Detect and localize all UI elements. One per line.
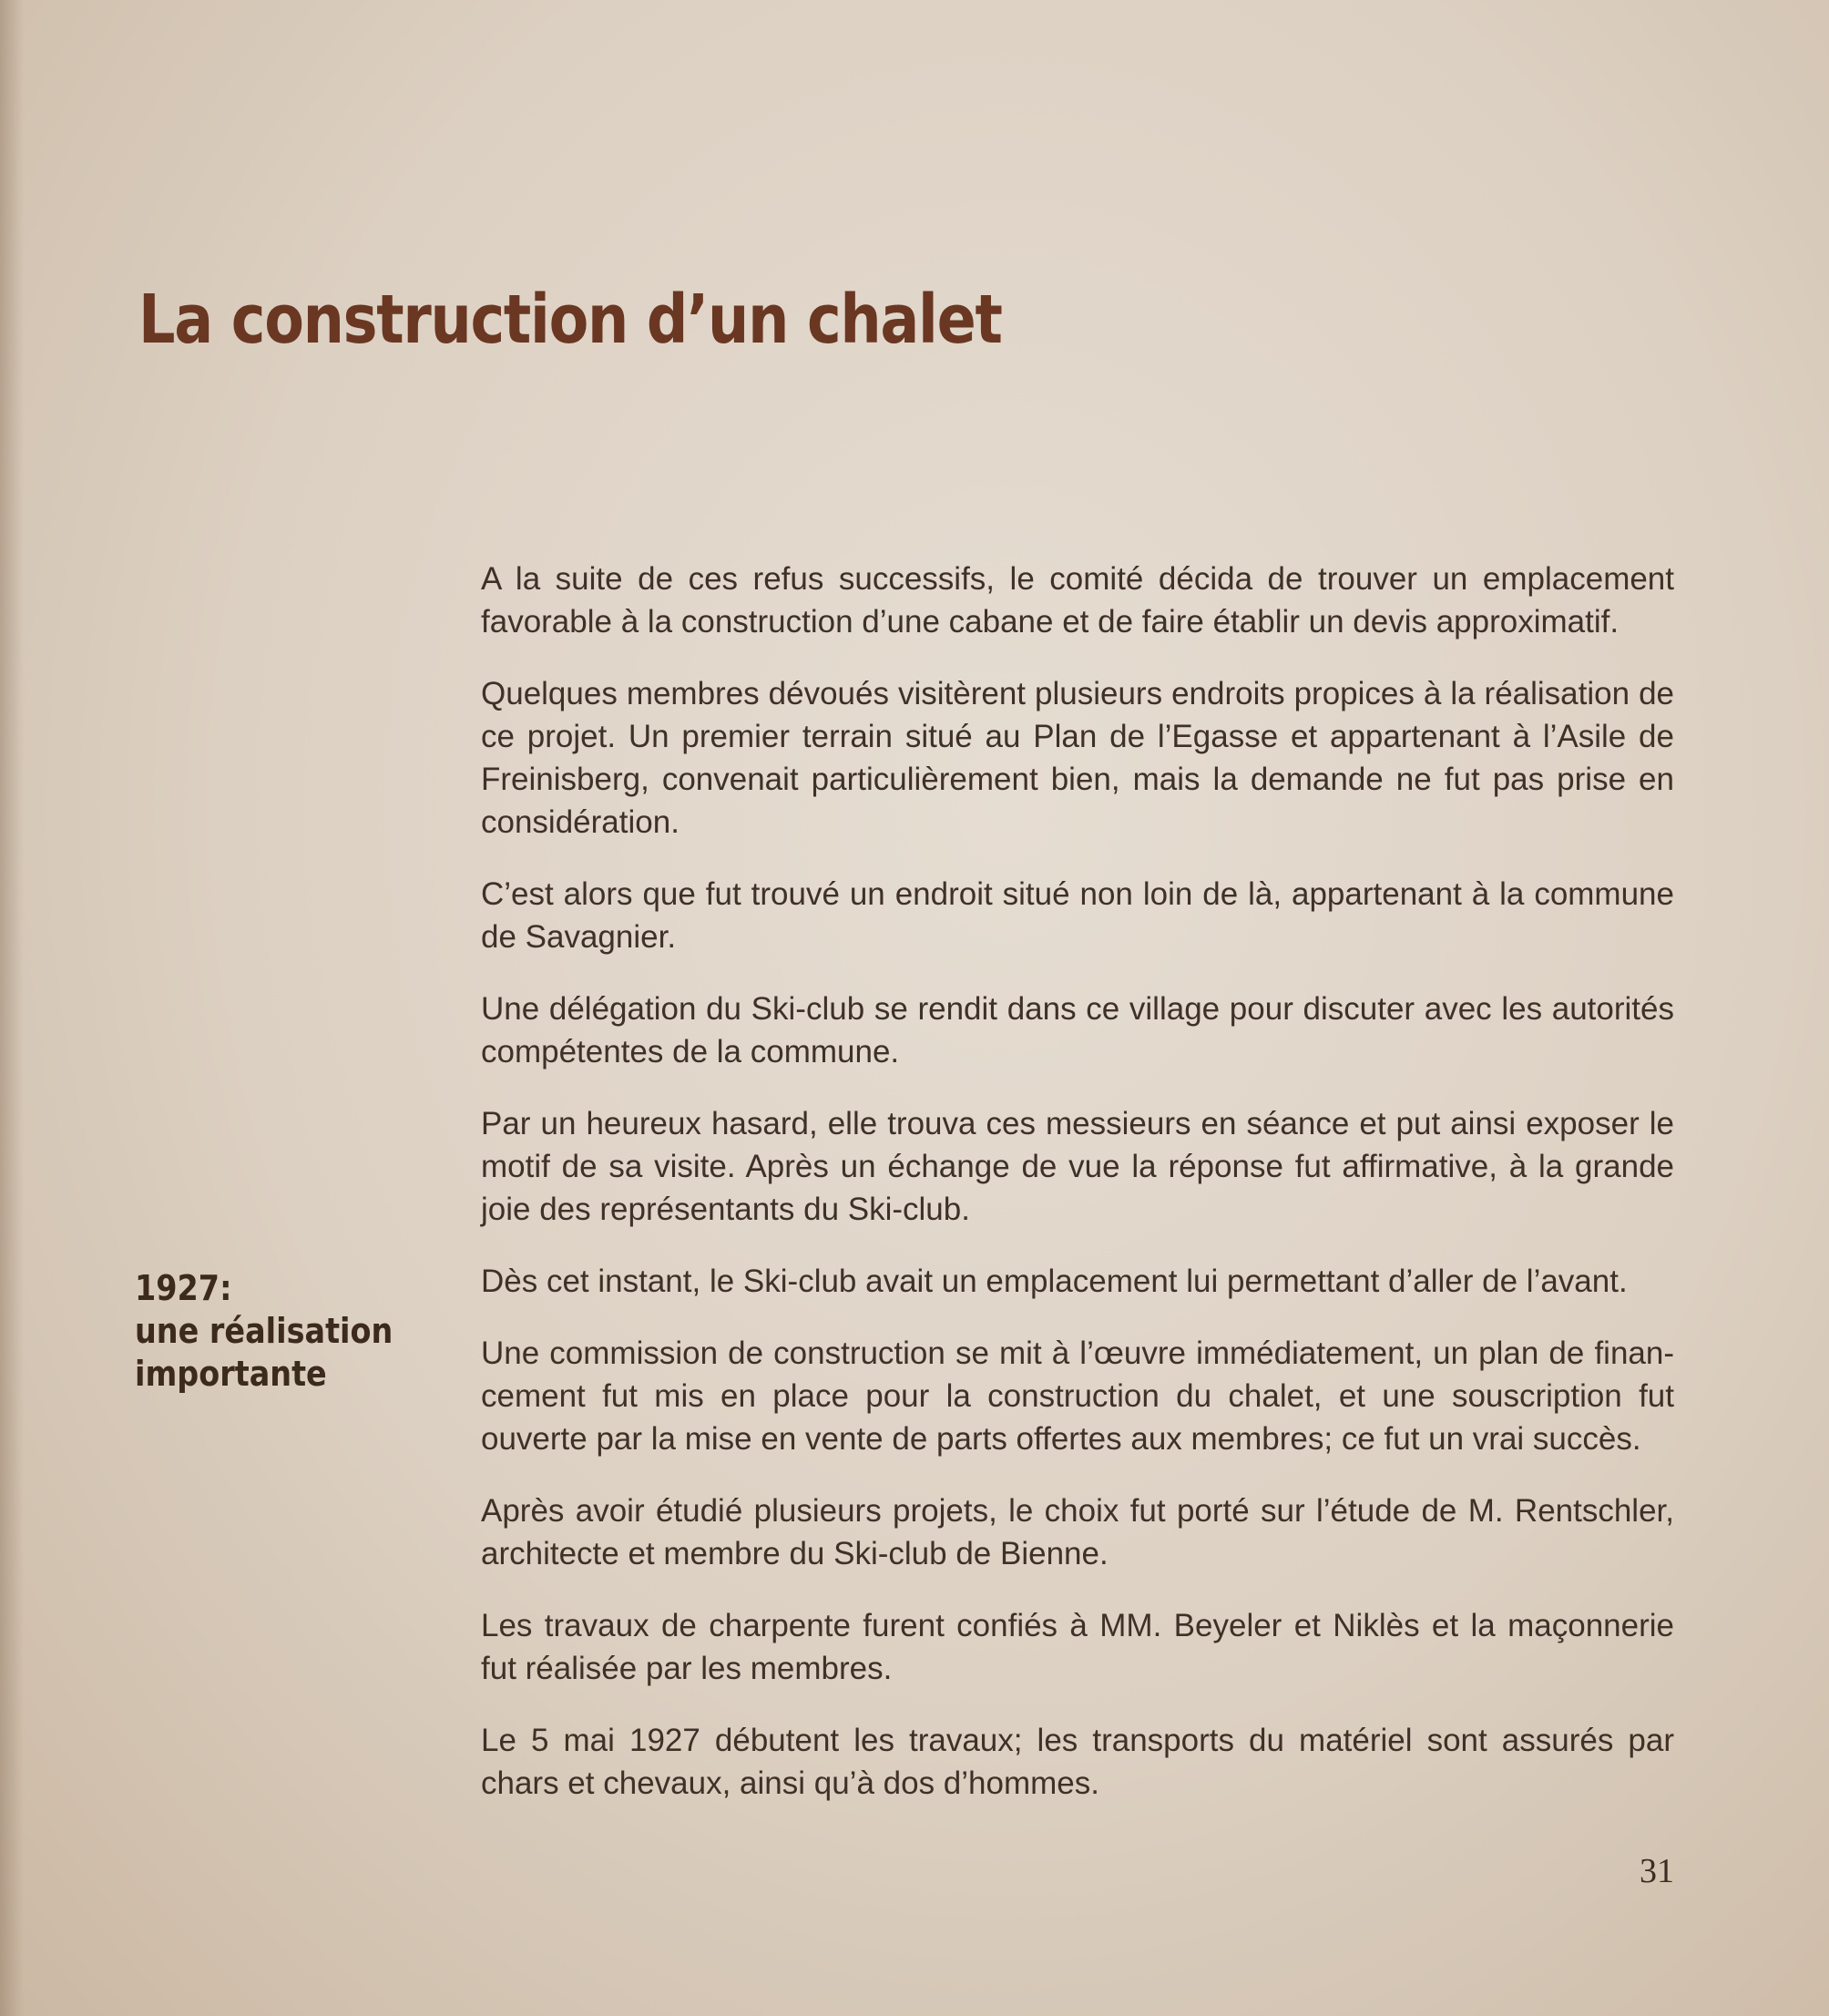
paragraph: Après avoir étudié plusieurs projets, le choix fut porté sur l’étude de M. Rentschler, architecte et membre du Ski-club de Bienne. [481, 1493, 1674, 1571]
margin-note-line-2: une réalisation [135, 1311, 393, 1351]
margin-note [135, 1267, 393, 1396]
paragraph: Une commission de construction se mit à l’œuvre immédiatement, un plan de financement fut mis en place pour la construction du chalet, et une souscription fut ouverte par la mise en vente de parts offertes aux membres; ce fut un vrai succès. [481, 1335, 1674, 1457]
paragraph: C’est alors que fut trouvé un endroit situé non loin de là, appartenant à la commune de Savagnier. [481, 876, 1674, 955]
paragraph: A la suite de ces refus successifs, le comité décida de trouver un emplacement favorable à la construction d’une cabane et de faire établir un devis approximatif. [481, 561, 1674, 640]
margin-note-year: 1927: [135, 1268, 232, 1308]
paragraph: Les travaux de charpente furent confiés à MM. Beyeler et Niklès et la maçonnerie fut réalisée par les membres. [481, 1608, 1674, 1686]
paragraph: Par un heureux hasard, elle trouva ces messieurs en séance et put ainsi exposer le motif de sa visite. Après un échange de vue la réponse fut affirmative, à la grande joie des représentants du Ski-club. [481, 1106, 1674, 1227]
page-title: La construction d’un chalet [138, 281, 1002, 359]
paragraph: Quelques membres dévoués visitèrent plusieurs endroits propices à la réalisation de ce projet. Un premier terrain situé au Plan de l’Egasse et appartenant à l’Asile de Freinisberg, convenait particulièrement bien, mais la demande ne fut pas prise en considération. [481, 676, 1674, 840]
page-gutter-shadow [0, 0, 24, 2016]
body-text [481, 558, 1674, 1834]
page-number: 31 [1640, 1852, 1674, 1890]
paragraph: Le 5 mai 1927 débutent les travaux; les transports du matériel sont assurés par chars et chevaux, ainsi qu’à dos d’hommes. [481, 1723, 1674, 1801]
paragraph: Une délégation du Ski-club se rendit dans ce village pour discuter avec les autorités compétentes de la commune. [481, 991, 1674, 1069]
paragraph: Dès cet instant, le Ski-club avait un emplacement lui permettant d’aller de l’avant. [481, 1264, 1628, 1299]
margin-note-line-3: importante [135, 1354, 327, 1394]
